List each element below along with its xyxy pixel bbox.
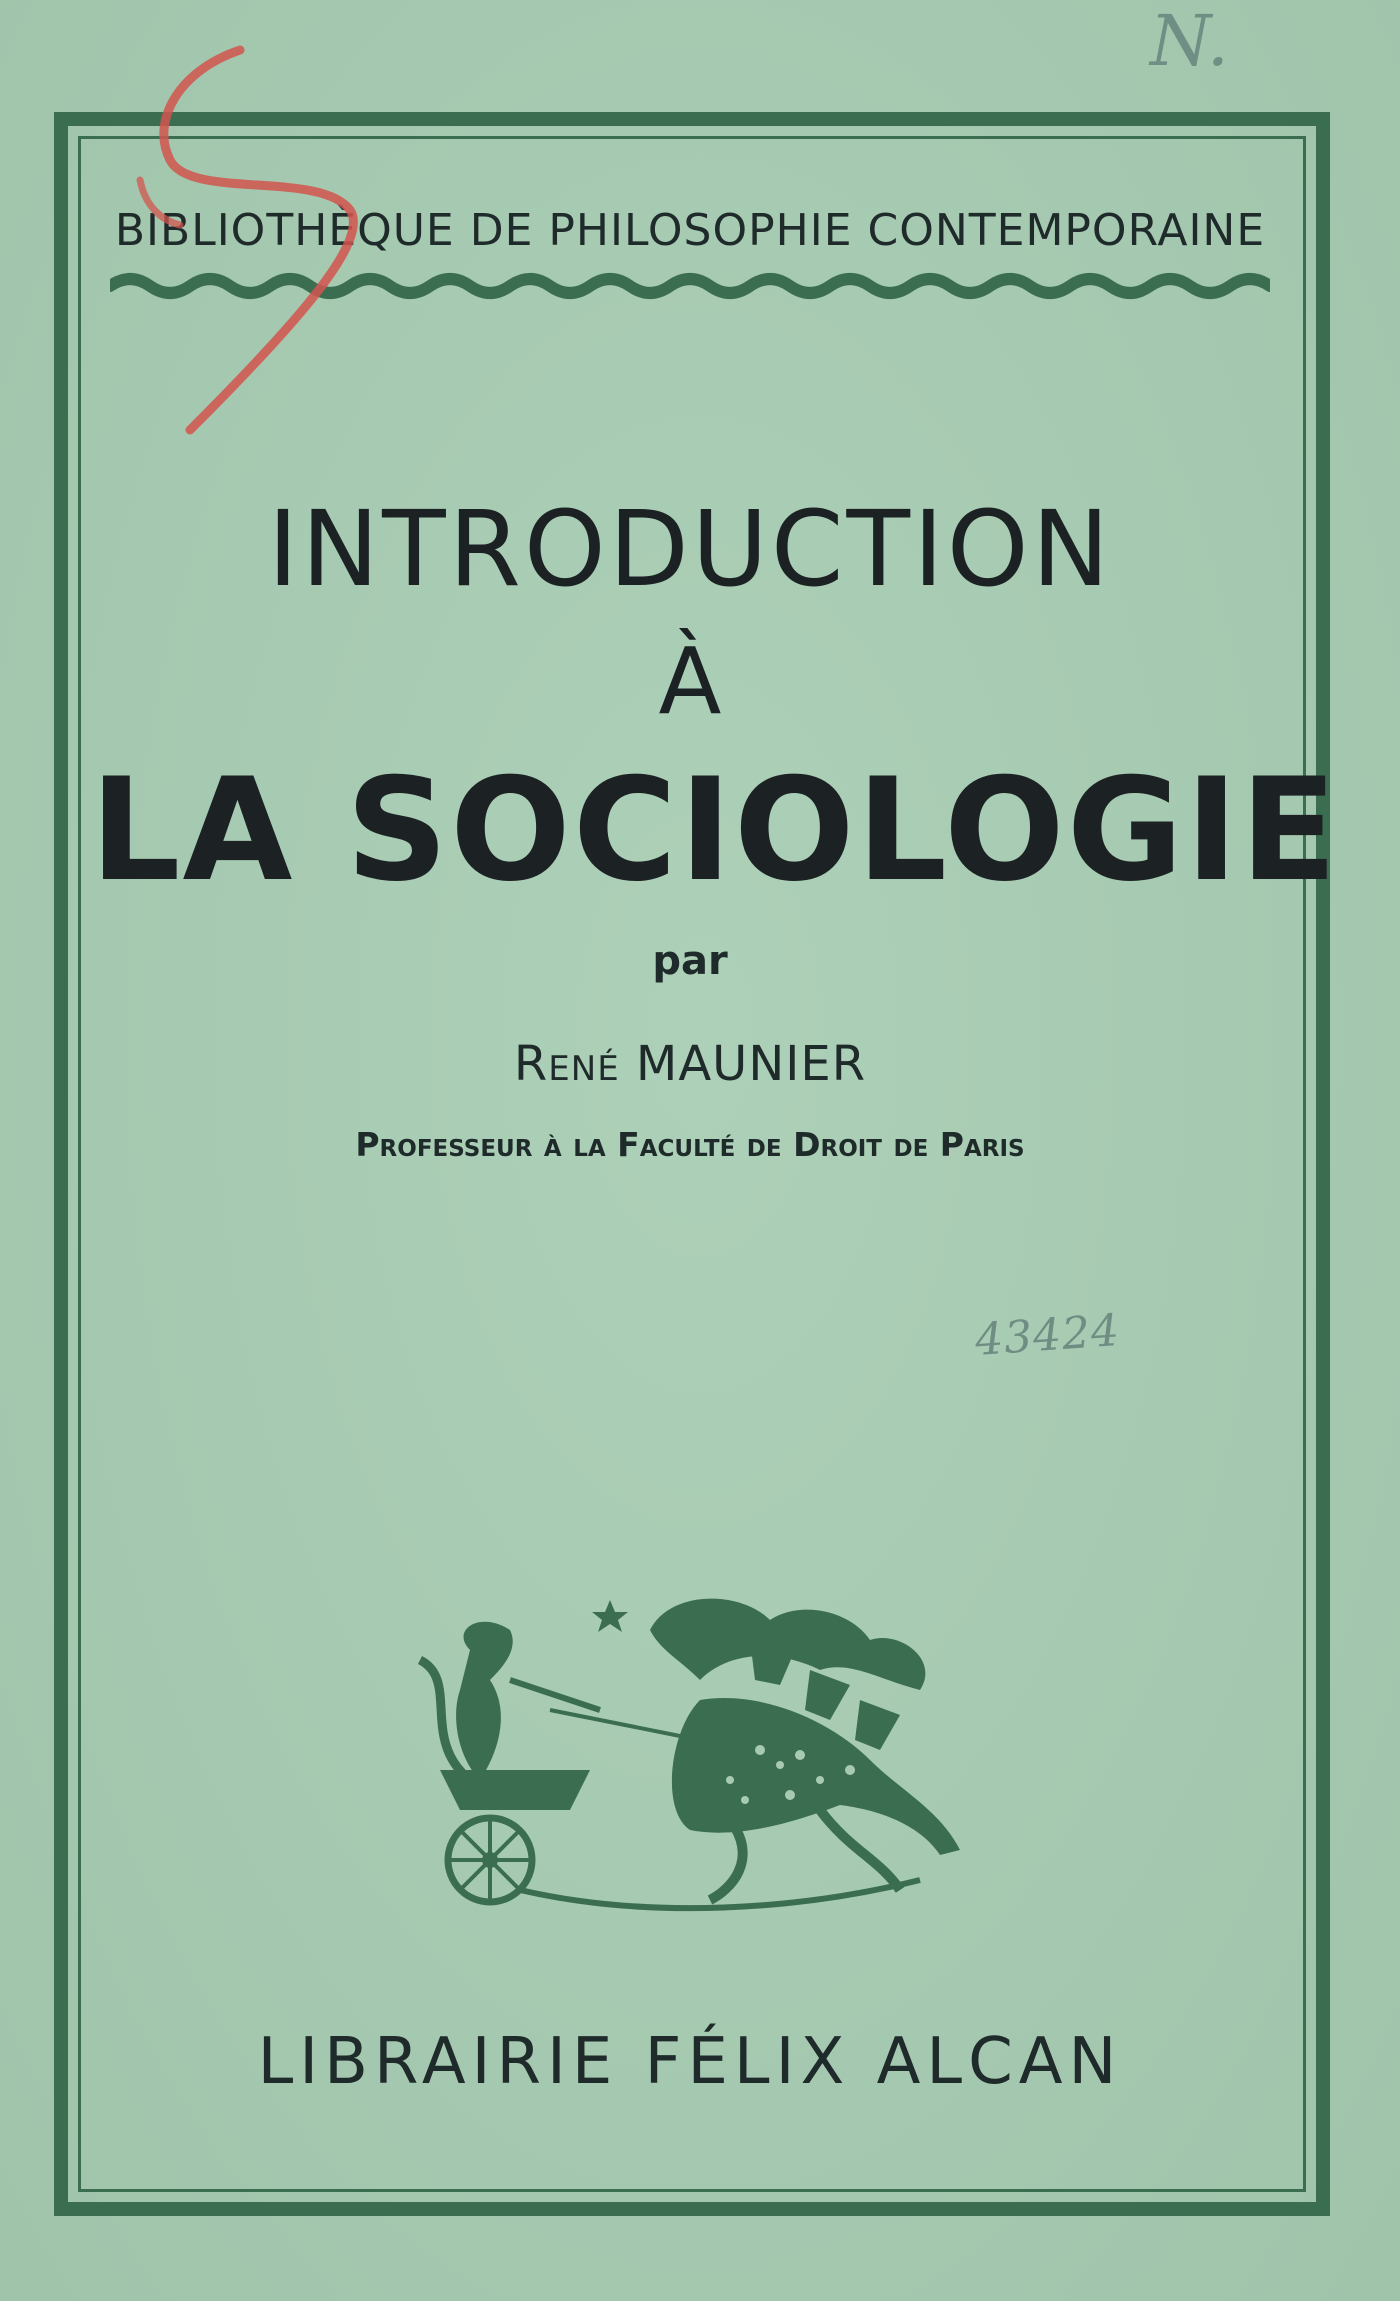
- pencil-shelf-number: 43424: [973, 1305, 1122, 1366]
- publisher-name: LIBRAIRIE FÉLIX ALCAN: [257, 2025, 1123, 2099]
- by-label: par: [652, 938, 728, 984]
- chariot-emblem: [400, 1590, 1000, 1920]
- author-name: René MAUNIER: [513, 1036, 867, 1092]
- red-pencil-mark: [120, 30, 400, 450]
- title-line-2: À: [658, 628, 722, 735]
- author-affiliation: Professeur à la Faculté de Droit de Paris: [355, 1125, 1025, 1164]
- handwritten-corner-note: N.: [1150, 0, 1230, 82]
- title-line-3: LA SOCIOLOGIE: [90, 748, 1340, 913]
- series-title: BIBLIOTHÈQUE DE PHILOSOPHIE CONTEMPORAINE: [114, 205, 1266, 256]
- title-line-1: INTRODUCTION: [267, 488, 1113, 610]
